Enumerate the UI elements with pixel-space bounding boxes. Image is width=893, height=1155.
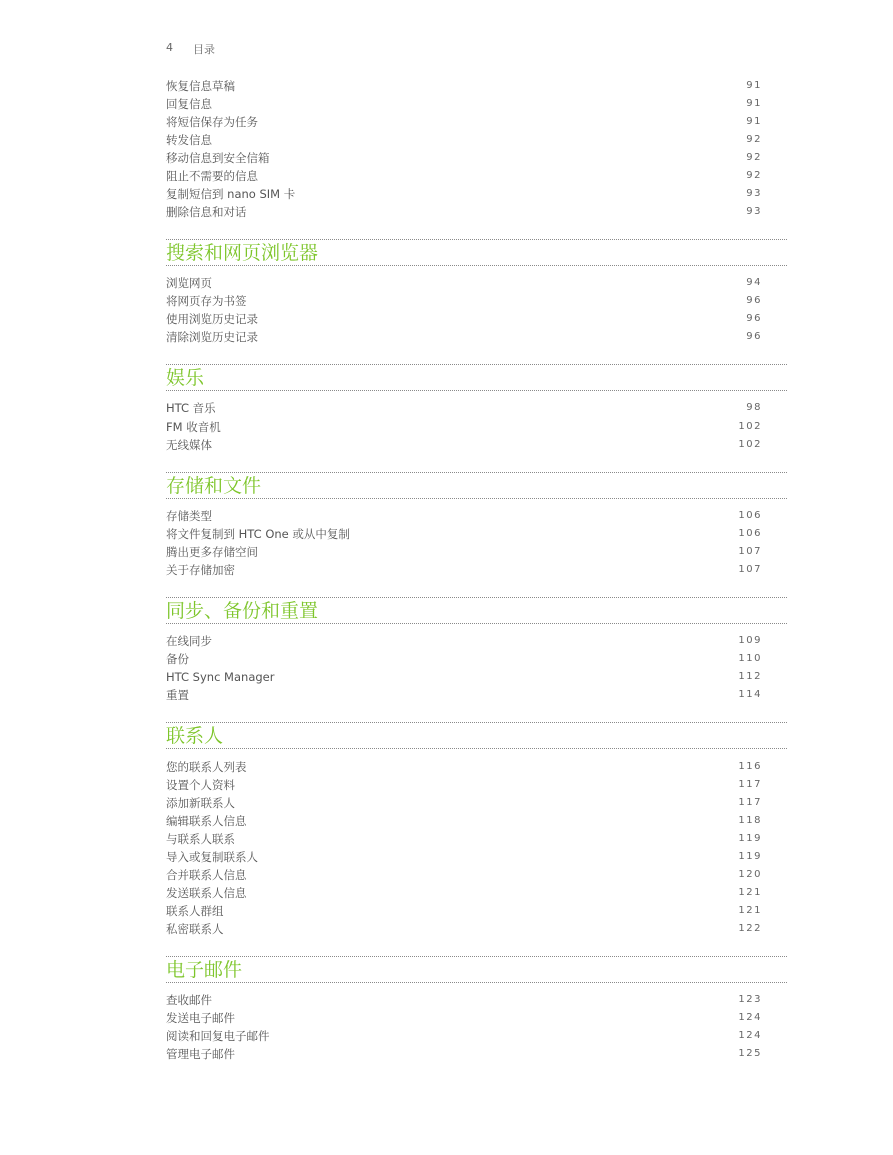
toc-entry[interactable] xyxy=(166,507,762,525)
header-title: 目录 xyxy=(193,43,215,56)
toc-entry-page: 107 xyxy=(738,564,762,575)
toc-entry-page: 102 xyxy=(738,421,762,432)
toc-entry-page: 102 xyxy=(738,439,762,450)
toc-entry-page: 91 xyxy=(746,116,762,127)
toc-entry[interactable] xyxy=(166,149,762,167)
toc-entry-page: 124 xyxy=(738,1030,762,1041)
toc-entry[interactable] xyxy=(166,131,762,149)
toc-entry[interactable] xyxy=(166,292,762,310)
section-title[interactable]: 同步、备份和重置 xyxy=(166,600,319,622)
toc-entry[interactable] xyxy=(166,902,762,920)
toc-entry-label: 与联系人联系 xyxy=(166,832,235,846)
toc-entry[interactable] xyxy=(166,632,762,650)
section-title[interactable]: 联系人 xyxy=(166,725,224,747)
toc-entry-page: 109 xyxy=(738,635,762,646)
toc-entry[interactable] xyxy=(166,920,762,938)
toc-entry-label: 在线同步 xyxy=(166,634,212,648)
section-heading xyxy=(166,722,787,749)
toc-entry-page: 119 xyxy=(738,851,762,862)
toc-entry-page: 116 xyxy=(738,761,762,772)
toc-entry[interactable] xyxy=(166,794,762,812)
toc-entry-label: 复制短信到 nano SIM 卡 xyxy=(166,187,296,201)
toc-entry-label: 编辑联系人信息 xyxy=(166,814,247,828)
toc-entry-page: 125 xyxy=(738,1048,762,1059)
toc-entry-page: 92 xyxy=(746,170,762,181)
toc-entry-page: 93 xyxy=(746,188,762,199)
toc-entry-label: 设置个人资料 xyxy=(166,778,235,792)
toc-entry-label: 联系人群组 xyxy=(166,904,224,918)
toc-entry-label: 恢复信息草稿 xyxy=(166,79,235,93)
toc-entry[interactable] xyxy=(166,830,762,848)
toc-entry-label: 导入或复制联系人 xyxy=(166,850,258,864)
toc-entry-label: HTC 音乐 xyxy=(166,401,216,415)
toc-entry-page: 117 xyxy=(738,797,762,808)
toc-entry-page: 119 xyxy=(738,833,762,844)
toc-entry-label: 关于存储加密 xyxy=(166,563,235,577)
toc-entry[interactable] xyxy=(166,328,762,346)
toc-entry-page: 91 xyxy=(746,98,762,109)
toc-entry-page: 96 xyxy=(746,331,762,342)
toc-entry[interactable] xyxy=(166,399,762,417)
toc-entry-label: 私密联系人 xyxy=(166,922,224,936)
toc-entry-page: 96 xyxy=(746,295,762,306)
toc-entry-page: 92 xyxy=(746,134,762,145)
toc-entry[interactable] xyxy=(166,203,762,221)
toc-entry-label: 浏览网页 xyxy=(166,276,212,290)
toc-entry[interactable] xyxy=(166,561,762,579)
toc-entry-page: 106 xyxy=(738,528,762,539)
toc-entry[interactable] xyxy=(166,1009,762,1027)
section-title[interactable]: 娱乐 xyxy=(166,367,205,389)
toc-entry[interactable] xyxy=(166,167,762,185)
page-number: 4 xyxy=(166,41,173,54)
toc-entry-page: 110 xyxy=(738,653,762,664)
section-title[interactable]: 存储和文件 xyxy=(166,475,262,497)
toc-entry[interactable] xyxy=(166,686,762,704)
toc-entry[interactable] xyxy=(166,113,762,131)
toc-entry-page: 98 xyxy=(746,402,762,413)
toc-entry-label: 无线媒体 xyxy=(166,438,212,452)
toc-entry[interactable] xyxy=(166,866,762,884)
toc-entry-label: 查收邮件 xyxy=(166,993,212,1007)
toc-entry-label: 转发信息 xyxy=(166,133,212,147)
toc-entry-page: 121 xyxy=(738,887,762,898)
toc-entry-label: 合并联系人信息 xyxy=(166,868,247,882)
section-heading xyxy=(166,956,787,983)
toc-entry-label: 将网页存为书签 xyxy=(166,294,247,308)
section-title[interactable]: 电子邮件 xyxy=(166,959,243,981)
toc-entry[interactable] xyxy=(166,525,762,543)
toc-entry-label: 将短信保存为任务 xyxy=(166,115,258,129)
toc-entry-page: 96 xyxy=(746,313,762,324)
section-title[interactable]: 搜索和网页浏览器 xyxy=(166,242,319,264)
toc-entry-page: 117 xyxy=(738,779,762,790)
toc-entry-page: 121 xyxy=(738,905,762,916)
toc-entry-label: 存储类型 xyxy=(166,509,212,523)
toc-entry-label: 将文件复制到 HTC One 或从中复制 xyxy=(166,527,350,541)
toc-entry-label: 发送联系人信息 xyxy=(166,886,247,900)
toc-entry[interactable] xyxy=(166,668,762,686)
section-heading xyxy=(166,239,787,266)
toc-entry-label: 使用浏览历史记录 xyxy=(166,312,258,326)
toc-entry-page: 92 xyxy=(746,152,762,163)
toc-entry-label: 回复信息 xyxy=(166,97,212,111)
toc-entry-label: 阅读和回复电子邮件 xyxy=(166,1029,270,1043)
toc-entry-page: 123 xyxy=(738,994,762,1005)
toc-entry-label: 备份 xyxy=(166,652,189,666)
toc-entry[interactable] xyxy=(166,812,762,830)
toc-entry-label: 腾出更多存储空间 xyxy=(166,545,258,559)
toc-entry[interactable] xyxy=(166,1027,762,1045)
toc-entry-page: 94 xyxy=(746,277,762,288)
toc-entry[interactable] xyxy=(166,95,762,113)
toc-entry[interactable] xyxy=(166,310,762,328)
toc-entry-label: 移动信息到安全信箱 xyxy=(166,151,270,165)
toc-entry[interactable] xyxy=(166,543,762,561)
toc-entry-page: 118 xyxy=(738,815,762,826)
toc-entry[interactable] xyxy=(166,77,762,95)
section-heading xyxy=(166,597,787,624)
toc-entry-label: 您的联系人列表 xyxy=(166,760,247,774)
toc-entry-page: 120 xyxy=(738,869,762,880)
toc-entry-label: 阻止不需要的信息 xyxy=(166,169,258,183)
toc-entry[interactable] xyxy=(166,418,762,436)
section-heading xyxy=(166,364,787,391)
toc-entry-label: 清除浏览历史记录 xyxy=(166,330,258,344)
toc-entry-label: 发送电子邮件 xyxy=(166,1011,235,1025)
toc-entry-label: 删除信息和对话 xyxy=(166,205,247,219)
toc-entry-page: 112 xyxy=(738,671,762,682)
toc-entry[interactable] xyxy=(166,1045,762,1063)
toc-entry[interactable] xyxy=(166,436,762,454)
toc-entry[interactable] xyxy=(166,884,762,902)
toc-entry[interactable] xyxy=(166,650,762,668)
toc-entry-page: 107 xyxy=(738,546,762,557)
toc-entry-page: 122 xyxy=(738,923,762,934)
toc-entry-label: 重置 xyxy=(166,688,189,702)
toc-entry-label: HTC Sync Manager xyxy=(166,670,275,684)
toc-entry-page: 124 xyxy=(738,1012,762,1023)
toc-entry[interactable] xyxy=(166,758,762,776)
toc-entry[interactable] xyxy=(166,185,762,203)
section-heading xyxy=(166,472,787,499)
toc-entry-label: FM 收音机 xyxy=(166,420,221,434)
toc-entry[interactable] xyxy=(166,776,762,794)
toc-entry-label: 添加新联系人 xyxy=(166,796,235,810)
toc-entry-page: 93 xyxy=(746,206,762,217)
toc-entry[interactable] xyxy=(166,848,762,866)
toc-entry-page: 114 xyxy=(738,689,762,700)
toc-entry[interactable] xyxy=(166,991,762,1009)
toc-entry-label: 管理电子邮件 xyxy=(166,1047,235,1061)
toc-entry[interactable] xyxy=(166,274,762,292)
toc-entry-page: 106 xyxy=(738,510,762,521)
toc-entry-page: 91 xyxy=(746,80,762,91)
